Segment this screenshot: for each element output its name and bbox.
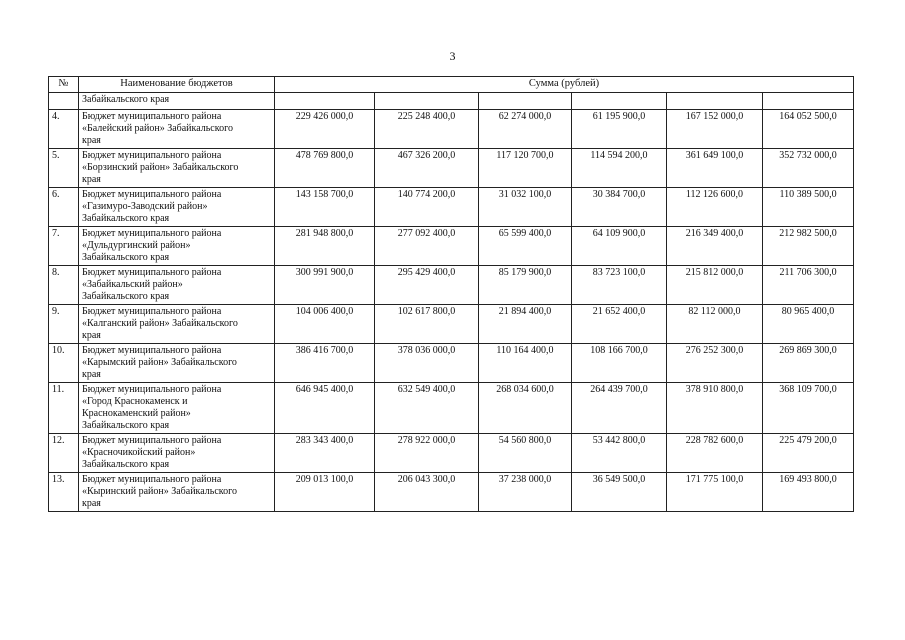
row-number: 13. (49, 473, 79, 512)
budget-name-line: Забайкальского края (82, 213, 170, 224)
budget-name-line: края (82, 174, 101, 185)
amount-cell: 37 238 000,0 (479, 473, 572, 512)
budget-name-line: «Балейский район» Забайкальского (82, 123, 233, 134)
amount-cell: 21 652 400,0 (572, 305, 667, 344)
amount-cell: 276 252 300,0 (667, 344, 763, 383)
amount-cell: 114 594 200,0 (572, 149, 667, 188)
budget-name-line: «Город Краснокаменск и (82, 396, 188, 407)
continued-empty-cell (375, 93, 479, 110)
amount-cell: 171 775 100,0 (667, 473, 763, 512)
row-budget-name (79, 266, 275, 305)
amount-cell: 277 092 400,0 (375, 227, 479, 266)
budget-name-line: Бюджет муниципального района (82, 384, 222, 395)
amount-cell: 646 945 400,0 (275, 383, 375, 434)
amount-cell: 212 982 500,0 (763, 227, 854, 266)
amount-cell: 117 120 700,0 (479, 149, 572, 188)
header-sum: Сумма (рублей) (275, 77, 854, 93)
table-row (49, 149, 854, 188)
amount-cell: 478 769 800,0 (275, 149, 375, 188)
amount-cell: 216 349 400,0 (667, 227, 763, 266)
budget-name-line: Бюджет муниципального района (82, 150, 222, 161)
amount-cell: 225 479 200,0 (763, 434, 854, 473)
budget-name-line: «Карымский район» Забайкальского (82, 357, 237, 368)
page-number: 3 (449, 49, 456, 63)
budget-name-line: «Дульдургинский район» (82, 240, 191, 251)
row-budget-name (79, 344, 275, 383)
amount-cell: 211 706 300,0 (763, 266, 854, 305)
row-number: 10. (49, 344, 79, 383)
row-budget-name (79, 383, 275, 434)
row-budget-name (79, 434, 275, 473)
amount-cell: 108 166 700,0 (572, 344, 667, 383)
amount-cell: 225 248 400,0 (375, 110, 479, 149)
amount-cell: 167 152 000,0 (667, 110, 763, 149)
budget-name-line: края (82, 330, 101, 341)
row-budget-name (79, 473, 275, 512)
amount-cell: 300 991 900,0 (275, 266, 375, 305)
amount-cell: 352 732 000,0 (763, 149, 854, 188)
row-number: 6. (49, 188, 79, 227)
budget-name-line: края (82, 135, 101, 146)
amount-cell: 378 036 000,0 (375, 344, 479, 383)
row-number: 9. (49, 305, 79, 344)
budget-name-line: края (82, 498, 101, 509)
amount-cell: 295 429 400,0 (375, 266, 479, 305)
continued-row (49, 93, 854, 110)
table-row (49, 434, 854, 473)
amount-cell: 378 910 800,0 (667, 383, 763, 434)
budget-name-line: «Забайкальский район» (82, 279, 183, 290)
table-row (49, 188, 854, 227)
amount-cell: 30 384 700,0 (572, 188, 667, 227)
row-number: 11. (49, 383, 79, 434)
row-number: 4. (49, 110, 79, 149)
header-name: Наименование бюджетов (79, 77, 275, 93)
budget-name-line: Бюджет муниципального района (82, 345, 222, 356)
amount-cell: 31 032 100,0 (479, 188, 572, 227)
amount-cell: 632 549 400,0 (375, 383, 479, 434)
continued-empty-cell (275, 93, 375, 110)
amount-cell: 104 006 400,0 (275, 305, 375, 344)
amount-cell: 53 442 800,0 (572, 434, 667, 473)
continued-empty-cell (479, 93, 572, 110)
budget-name-line: «Калганский район» Забайкальского (82, 318, 238, 329)
amount-cell: 386 416 700,0 (275, 344, 375, 383)
continued-empty-cell (572, 93, 667, 110)
amount-cell: 169 493 800,0 (763, 473, 854, 512)
amount-cell: 64 109 900,0 (572, 227, 667, 266)
amount-cell: 278 922 000,0 (375, 434, 479, 473)
amount-cell: 80 965 400,0 (763, 305, 854, 344)
amount-cell: 228 782 600,0 (667, 434, 763, 473)
budget-name-line: Бюджет муниципального района (82, 435, 222, 446)
amount-cell: 229 426 000,0 (275, 110, 375, 149)
budget-name-line: Забайкальского края (82, 459, 170, 470)
amount-cell: 264 439 700,0 (572, 383, 667, 434)
budget-name-line: «Газимуро-Заводский район» (82, 201, 208, 212)
table-row (49, 383, 854, 434)
row-budget-name (79, 149, 275, 188)
amount-cell: 206 043 300,0 (375, 473, 479, 512)
amount-cell: 65 599 400,0 (479, 227, 572, 266)
amount-cell: 61 195 900,0 (572, 110, 667, 149)
amount-cell: 209 013 100,0 (275, 473, 375, 512)
budget-name-line: «Кыринский район» Забайкальского (82, 486, 237, 497)
amount-cell: 269 869 300,0 (763, 344, 854, 383)
table-row (49, 110, 854, 149)
budget-name-line: Бюджет муниципального района (82, 228, 222, 239)
budget-name-line: Бюджет муниципального района (82, 306, 222, 317)
amount-cell: 54 560 800,0 (479, 434, 572, 473)
budget-name-line: Бюджет муниципального района (82, 189, 222, 200)
budget-name-line: «Борзинский район» Забайкальского (82, 162, 239, 173)
table-row (49, 344, 854, 383)
amount-cell: 83 723 100,0 (572, 266, 667, 305)
amount-cell: 110 164 400,0 (479, 344, 572, 383)
header-number: № (49, 77, 79, 93)
amount-cell: 215 812 000,0 (667, 266, 763, 305)
table-row (49, 227, 854, 266)
row-budget-name (79, 227, 275, 266)
table-row (49, 266, 854, 305)
budget-name-line: Бюджет муниципального района (82, 267, 222, 278)
continued-num-cell (49, 93, 79, 110)
budget-name-line: Забайкальского края (82, 291, 170, 302)
amount-cell: 143 158 700,0 (275, 188, 375, 227)
amount-cell: 110 389 500,0 (763, 188, 854, 227)
budget-name-line: Бюджет муниципального района (82, 474, 222, 485)
amount-cell: 283 343 400,0 (275, 434, 375, 473)
amount-cell: 268 034 600,0 (479, 383, 572, 434)
row-budget-name (79, 188, 275, 227)
budget-name-line: Бюджет муниципального района (82, 111, 222, 122)
row-number: 5. (49, 149, 79, 188)
amount-cell: 21 894 400,0 (479, 305, 572, 344)
amount-cell: 102 617 800,0 (375, 305, 479, 344)
row-budget-name (79, 305, 275, 344)
amount-cell: 368 109 700,0 (763, 383, 854, 434)
continued-empty-cell (763, 93, 854, 110)
amount-cell: 361 649 100,0 (667, 149, 763, 188)
budget-name-line: Забайкальского края (82, 252, 170, 263)
amount-cell: 467 326 200,0 (375, 149, 479, 188)
continued-name-cell: Забайкальского края (79, 93, 275, 110)
budget-table (48, 76, 854, 512)
amount-cell: 82 112 000,0 (667, 305, 763, 344)
budget-name-line: «Красночикойский район» (82, 447, 196, 458)
table-row (49, 305, 854, 344)
amount-cell: 62 274 000,0 (479, 110, 572, 149)
amount-cell: 281 948 800,0 (275, 227, 375, 266)
header-row (49, 77, 854, 93)
budget-name-line: края (82, 369, 101, 380)
budget-name-line: Забайкальского края (82, 420, 170, 431)
continued-empty-cell (667, 93, 763, 110)
amount-cell: 112 126 600,0 (667, 188, 763, 227)
row-number: 8. (49, 266, 79, 305)
budget-name-line: Краснокаменский район» (82, 408, 191, 419)
row-number: 12. (49, 434, 79, 473)
row-budget-name (79, 110, 275, 149)
amount-cell: 85 179 900,0 (479, 266, 572, 305)
row-number: 7. (49, 227, 79, 266)
amount-cell: 140 774 200,0 (375, 188, 479, 227)
amount-cell: 164 052 500,0 (763, 110, 854, 149)
amount-cell: 36 549 500,0 (572, 473, 667, 512)
table-row (49, 473, 854, 512)
